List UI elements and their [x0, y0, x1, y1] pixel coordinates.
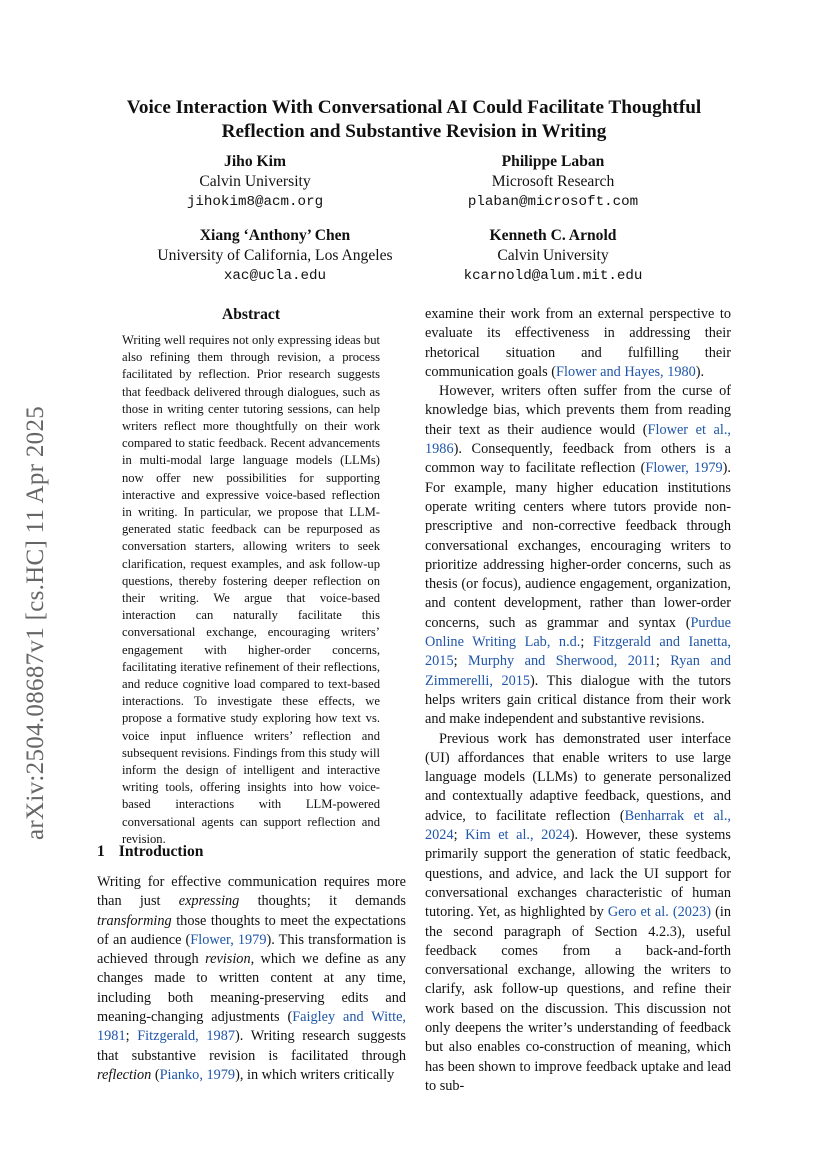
author-name: Kenneth C. Arnold	[489, 227, 617, 244]
title-line-2: Reflection and Substantive Revision in Writing	[221, 121, 607, 142]
section-heading	[97, 843, 203, 861]
citation-link[interactable]: Benharrak et al., 2024	[425, 807, 731, 844]
author-affiliation: Calvin University	[497, 247, 609, 264]
author-affiliation: Microsoft Research	[491, 173, 615, 190]
abstract-heading: Abstract	[221, 306, 281, 323]
author-affiliation: Calvin University	[199, 173, 311, 190]
citation-link[interactable]: Purdue Online Writing Lab, n.d.	[425, 614, 731, 651]
citation-link[interactable]: Pianko, 1979	[159, 1066, 236, 1083]
author-block-2	[403, 152, 703, 212]
author-name: Xiang ‘Anthony’ Chen	[199, 227, 351, 244]
author-block-4	[403, 226, 703, 286]
citation-link[interactable]: Fitzgerald and Ianetta, 2015	[425, 634, 731, 670]
author-name: Philippe Laban	[501, 153, 605, 170]
intro-column-right	[425, 305, 731, 1096]
author-email[interactable]: kcarnold@alum.mit.edu	[463, 268, 643, 284]
intro-column-left	[97, 873, 406, 1085]
author-email[interactable]: plaban@microsoft.com	[467, 194, 639, 210]
author-email[interactable]: xac@ucla.edu	[223, 268, 327, 284]
citation-link[interactable]: Fitzgerald, 1987	[137, 1028, 235, 1045]
citation-link[interactable]: Flower and Hayes, 1980	[556, 363, 696, 380]
author-block-1	[105, 152, 405, 212]
author-email[interactable]: jihokim8@acm.org	[186, 194, 324, 210]
citation-link[interactable]: Flower et al., 1986	[425, 421, 731, 458]
citation-link[interactable]: Kim et al., 2024	[465, 827, 570, 844]
citation-link[interactable]: Faigley and Witte, 1981	[97, 1009, 406, 1045]
section-title: Introduction	[118, 843, 204, 860]
abstract-text: Writing well requires not only expressing ideas but also refining them through revision, a process facilitated by reflection. Prior research suggests that feedback delivered through dialogues, such as those in writing center tutoring sessions, can help writers reflect more thoughtfully on their work compared to static feedback. Recent advancements in multi-modal large language models (LLMs) now offer new possibilities for supporting interactive and expressive voice-based reflection in writing. In particular, we propose that LLM-generated static feedback can be repurposed as conversation starters, allowing writers to seek clarification, request examples, and ask follow-up questions, thereby fostering deeper reflection on their writing. We argue that voice-based interaction can naturally facilitate this conversational exchange, encouraging writers’ engagement with higher-order concerns, facilitating iterative refinement of their reflections, and reduce cognitive load compared to text-based interactions. To investigate these effects, we propose a formative study exploring how text vs. voice input influence writers’ reflection and subsequent revisions. Findings from this study will inform the design of intelligent and interactive writing tools, offering insights into how voice-based interactions with LLM-powered conversational agents can support reflection and revision.	[122, 333, 380, 846]
author-name: Jiho Kim	[224, 153, 286, 170]
paper-title	[60, 96, 768, 144]
author-affiliation: University of California, Los Angeles	[157, 247, 393, 264]
intro-paragraph-1-continued: examine their work from an external perspective to evaluate its effectiveness in addressing their rhetorical situation and fulfilling their communication goals (Flower and Hayes, 1980).	[425, 306, 731, 380]
intro-paragraph-3: Previous work has demonstrated user interface (UI) affordances that enable writers to use large language models (LLMs) to generate personalized and contextually adaptive feedback, questions, and advice, to facilitate reflection (Benharrak et al., 2024; Kim et al., 2024). However, these systems primarily support the generation of static feedback, questions, and advice, and lack the UI support for conversational exchanges characteristic of human tutoring. Yet, as highlighted by Gero et al. (2023) (in the second paragraph of Section 4.2.3), useful feedback comes from a back-and-forth conversational exchange, allowing the writers to clarify, ask follow-up questions, and refine their work based on the discussion. This discussion not only deepens the writer’s understanding of feedback but also enables co-construction of meaning, which has been shown to improve feedback uptake and lead to sub-	[425, 730, 731, 1094]
arxiv-identifier: arXiv:2504.08687v1 [cs.HC] 11 Apr 2025	[22, 405, 49, 840]
citation-link[interactable]: Flower, 1979	[190, 931, 267, 948]
citation-link[interactable]: Flower, 1979	[645, 460, 723, 477]
intro-paragraph-2: However, writers often suffer from the curse of knowledge bias, which prevents them from reading their text as their audience would (Flower et al., 1986). Consequently, feedback from others is a common way to facilitate reflection (Flower, 1979). For example, many higher education institutions operate writing centers where tutors provide non-prescriptive and non-corrective feedback through conversational exchanges, encouraging writers to prioritize addressing higher-order concerns, such as thesis (or focus), audience engagement, organization, and content development, rather than lower-order concerns, such as grammar and syntax (Purdue Online Writing Lab, n.d.; Fitzgerald and Ianetta, 2015; Murphy and Sherwood, 2011; Ryan and Zimmerelli, 2015). This dialogue with the tutors helps writers gain critical distance from their work and make independent and substantive revisions.	[425, 383, 732, 728]
intro-paragraph-1: Writing for effective communication requires more than just expressing thoughts; it demands transforming those thoughts to meet the expectations of an audience (Flower, 1979). This transformation is achieved through revision, which we define as any changes made to written content at any time, including both meaning-preserving edits and meaning-changing adjustments (Faigley and Witte, 1981; Fitzgerald, 1987). Writing research suggests that substantive revision is facilitated through reflection (Pianko, 1979), in which writers critically	[97, 874, 406, 1083]
author-block-3	[125, 226, 425, 286]
citation-link[interactable]: Murphy and Sherwood, 2011	[468, 653, 656, 670]
section-number: 1	[97, 843, 105, 860]
citation-link[interactable]: Ryan and Zimmerelli, 2015	[425, 653, 731, 689]
citation-link[interactable]: Gero et al. (2023)	[607, 904, 712, 921]
title-line-1: Voice Interaction With Conversational AI Could Facilitate Thoughtful	[126, 97, 702, 118]
